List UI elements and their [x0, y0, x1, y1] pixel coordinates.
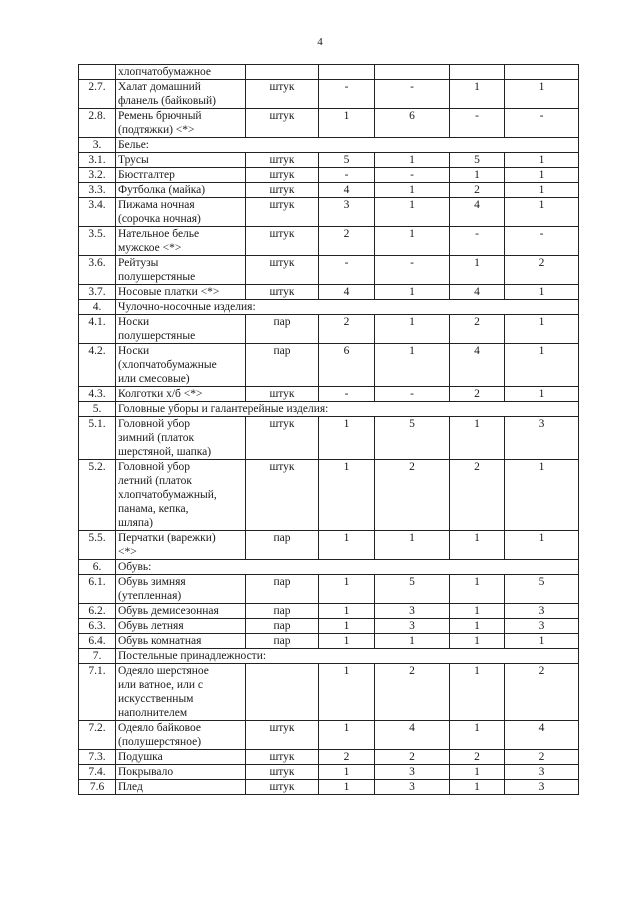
item-name: Обувь зимняя (утепленная) [116, 575, 246, 604]
value-col-4: 3 [505, 780, 579, 795]
page-number: 4 [317, 36, 323, 48]
value-col-4: 2 [505, 750, 579, 765]
item-name: Перчатки (варежки) <*> [116, 531, 246, 560]
item-unit: штук [246, 285, 319, 300]
item-name: Носки полушерстяные [116, 315, 246, 344]
value-col-1: 1 [319, 765, 375, 780]
value-col-2: 3 [375, 604, 450, 619]
value-col-4: 1 [505, 285, 579, 300]
value-col-4: 3 [505, 619, 579, 634]
value-col-3: 1 [450, 664, 505, 721]
item-name: Ремень брючный (подтяжки) <*> [116, 109, 246, 138]
value-col-4: 5 [505, 575, 579, 604]
value-col-4: 1 [505, 460, 579, 531]
value-col-3: 4 [450, 344, 505, 387]
item-name: Обувь комнатная [116, 634, 246, 649]
value-col-1: 1 [319, 575, 375, 604]
table-row [79, 227, 579, 256]
value-col-3: 1 [450, 80, 505, 109]
item-name: Носки (хлопчатобумажные или смесовые) [116, 344, 246, 387]
item-number: 4.2. [79, 344, 116, 387]
item-name: Нательное белье мужское <*> [116, 227, 246, 256]
value-col-2: 5 [375, 575, 450, 604]
value-col-2: 2 [375, 664, 450, 721]
table-row [79, 619, 579, 634]
value-col-3 [450, 65, 505, 80]
value-col-2: 5 [375, 417, 450, 460]
value-col-3: 2 [450, 183, 505, 198]
table-row [79, 721, 579, 750]
item-unit: штук [246, 183, 319, 198]
item-name: Обувь летняя [116, 619, 246, 634]
value-col-1: 1 [319, 417, 375, 460]
value-col-4: 1 [505, 344, 579, 387]
item-unit: пар [246, 344, 319, 387]
value-col-1: 1 [319, 109, 375, 138]
table-row [79, 780, 579, 795]
section-title: Чулочно-носочные изделия: [116, 300, 579, 315]
item-number: 7.3. [79, 750, 116, 765]
item-name: Трусы [116, 153, 246, 168]
item-number: 6.1. [79, 575, 116, 604]
item-unit: штук [246, 387, 319, 402]
table-row [79, 634, 579, 649]
table-row [79, 315, 579, 344]
section-row [79, 138, 579, 153]
item-number: 2.8. [79, 109, 116, 138]
item-name: Пижама ночная (сорочка ночная) [116, 198, 246, 227]
value-col-4: 1 [505, 315, 579, 344]
item-name: Футболка (майка) [116, 183, 246, 198]
item-number: 6.2. [79, 604, 116, 619]
value-col-2: 1 [375, 285, 450, 300]
value-col-2: - [375, 256, 450, 285]
table-row [79, 344, 579, 387]
section-row [79, 300, 579, 315]
section-row [79, 402, 579, 417]
item-name: Бюстгалтер [116, 168, 246, 183]
item-name: Головной убор летний (платок хлопчатобумажный, панама, кепка, шляпа) [116, 460, 246, 531]
item-unit: пар [246, 634, 319, 649]
item-number: 3.2. [79, 168, 116, 183]
section-number: 7. [79, 649, 116, 664]
table-row [79, 531, 579, 560]
value-col-1: 1 [319, 604, 375, 619]
value-col-1: 4 [319, 285, 375, 300]
table-row [79, 575, 579, 604]
item-name: хлопчатобумажное [116, 65, 246, 80]
value-col-4: 1 [505, 531, 579, 560]
section-row [79, 649, 579, 664]
item-name: Рейтузы полушерстяные [116, 256, 246, 285]
section-number: 3. [79, 138, 116, 153]
value-col-4: 3 [505, 765, 579, 780]
item-unit: штук [246, 153, 319, 168]
item-number: 3.5. [79, 227, 116, 256]
value-col-1: 3 [319, 198, 375, 227]
item-unit: штук [246, 80, 319, 109]
item-unit: штук [246, 417, 319, 460]
value-col-1 [319, 65, 375, 80]
value-col-3: 1 [450, 575, 505, 604]
value-col-2: 1 [375, 634, 450, 649]
value-col-4: 1 [505, 198, 579, 227]
table-row [79, 198, 579, 227]
value-col-3: 5 [450, 153, 505, 168]
item-name: Одеяло шерстяное или ватное, или с искусственным наполнителем [116, 664, 246, 721]
section-title: Головные уборы и галантерейные изделия: [116, 402, 579, 417]
value-col-2: 4 [375, 721, 450, 750]
item-unit: штук [246, 168, 319, 183]
value-col-2: - [375, 80, 450, 109]
table-row [79, 387, 579, 402]
item-unit: штук [246, 227, 319, 256]
item-unit [246, 664, 319, 721]
value-col-2: 1 [375, 183, 450, 198]
value-col-1: 1 [319, 460, 375, 531]
value-col-3: 1 [450, 531, 505, 560]
value-col-4: 2 [505, 256, 579, 285]
value-col-2: 1 [375, 227, 450, 256]
item-number: 6.4. [79, 634, 116, 649]
table-row [79, 285, 579, 300]
section-title: Обувь: [116, 560, 579, 575]
item-unit [246, 65, 319, 80]
value-col-1: 1 [319, 664, 375, 721]
section-title: Белье: [116, 138, 579, 153]
value-col-4: - [505, 109, 579, 138]
item-number: 4.1. [79, 315, 116, 344]
value-col-1: 1 [319, 780, 375, 795]
value-col-3: - [450, 109, 505, 138]
value-col-3: 1 [450, 256, 505, 285]
item-unit: штук [246, 721, 319, 750]
table-row [79, 664, 579, 721]
value-col-1: 2 [319, 750, 375, 765]
value-col-1: 2 [319, 227, 375, 256]
value-col-3: 1 [450, 604, 505, 619]
value-col-1: 6 [319, 344, 375, 387]
value-col-2: 2 [375, 750, 450, 765]
item-number: 6.3. [79, 619, 116, 634]
section-number: 5. [79, 402, 116, 417]
value-col-3: 2 [450, 750, 505, 765]
value-col-3: - [450, 227, 505, 256]
value-col-1: - [319, 168, 375, 183]
table-row [79, 460, 579, 531]
value-col-2: - [375, 168, 450, 183]
item-unit: пар [246, 315, 319, 344]
item-unit: штук [246, 109, 319, 138]
item-number: 7.6 [79, 780, 116, 795]
table-body [79, 65, 579, 795]
value-col-4: 1 [505, 634, 579, 649]
item-name: Плед [116, 780, 246, 795]
table-row [79, 417, 579, 460]
item-number: 5.2. [79, 460, 116, 531]
item-number: 4.3. [79, 387, 116, 402]
item-number [79, 65, 116, 80]
value-col-4: 2 [505, 664, 579, 721]
value-col-1: 5 [319, 153, 375, 168]
item-number: 5.1. [79, 417, 116, 460]
value-col-1: - [319, 256, 375, 285]
table-row [79, 153, 579, 168]
value-col-1: 1 [319, 531, 375, 560]
value-col-3: 2 [450, 315, 505, 344]
value-col-2: 1 [375, 153, 450, 168]
item-number: 3.3. [79, 183, 116, 198]
item-name: Носовые платки <*> [116, 285, 246, 300]
item-number: 3.1. [79, 153, 116, 168]
item-name: Обувь демисезонная [116, 604, 246, 619]
value-col-1: 4 [319, 183, 375, 198]
value-col-1: - [319, 387, 375, 402]
value-col-3: 4 [450, 198, 505, 227]
value-col-2: 3 [375, 765, 450, 780]
value-col-2: 1 [375, 198, 450, 227]
value-col-4: 1 [505, 80, 579, 109]
value-col-4: - [505, 227, 579, 256]
item-number: 7.4. [79, 765, 116, 780]
item-name: Халат домашний фланель (байковый) [116, 80, 246, 109]
section-title: Постельные принадлежности: [116, 649, 579, 664]
table-row [79, 168, 579, 183]
item-unit: пар [246, 604, 319, 619]
table-row [79, 80, 579, 109]
item-name: Подушка [116, 750, 246, 765]
value-col-2: 1 [375, 344, 450, 387]
section-number: 4. [79, 300, 116, 315]
value-col-4: 1 [505, 153, 579, 168]
value-col-4: 3 [505, 604, 579, 619]
value-col-2: 3 [375, 619, 450, 634]
item-number: 7.2. [79, 721, 116, 750]
item-number: 7.1. [79, 664, 116, 721]
value-col-4: 4 [505, 721, 579, 750]
section-row [79, 560, 579, 575]
table-row [79, 765, 579, 780]
item-name: Покрывало [116, 765, 246, 780]
value-col-2 [375, 65, 450, 80]
value-col-2: 6 [375, 109, 450, 138]
value-col-1: 1 [319, 634, 375, 649]
item-number: 2.7. [79, 80, 116, 109]
item-unit: штук [246, 780, 319, 795]
value-col-4 [505, 65, 579, 80]
value-col-2: 2 [375, 460, 450, 531]
value-col-1: 2 [319, 315, 375, 344]
value-col-3: 1 [450, 417, 505, 460]
value-col-3: 2 [450, 387, 505, 402]
value-col-3: 1 [450, 168, 505, 183]
value-col-3: 1 [450, 619, 505, 634]
value-col-1: 1 [319, 721, 375, 750]
item-unit: штук [246, 750, 319, 765]
item-unit: штук [246, 198, 319, 227]
item-unit: пар [246, 619, 319, 634]
value-col-3: 2 [450, 460, 505, 531]
item-unit: пар [246, 575, 319, 604]
item-number: 5.5. [79, 531, 116, 560]
value-col-3: 4 [450, 285, 505, 300]
item-name: Колготки х/б <*> [116, 387, 246, 402]
table-row [79, 750, 579, 765]
value-col-4: 1 [505, 168, 579, 183]
value-col-2: 3 [375, 780, 450, 795]
table-row [79, 604, 579, 619]
item-number: 3.7. [79, 285, 116, 300]
table-row [79, 65, 579, 80]
table-row [79, 109, 579, 138]
value-col-3: 1 [450, 721, 505, 750]
item-name: Одеяло байковое (полушерстяное) [116, 721, 246, 750]
value-col-1: 1 [319, 619, 375, 634]
section-number: 6. [79, 560, 116, 575]
value-col-4: 3 [505, 417, 579, 460]
item-number: 3.6. [79, 256, 116, 285]
value-col-2: 1 [375, 315, 450, 344]
clothing-norms-table [78, 64, 579, 795]
item-unit: штук [246, 765, 319, 780]
value-col-3: 1 [450, 765, 505, 780]
item-name: Головной убор зимний (платок шерстяной, шапка) [116, 417, 246, 460]
table-row [79, 183, 579, 198]
value-col-3: 1 [450, 634, 505, 649]
value-col-3: 1 [450, 780, 505, 795]
item-unit: штук [246, 256, 319, 285]
value-col-4: 1 [505, 387, 579, 402]
value-col-1: - [319, 80, 375, 109]
value-col-2: 1 [375, 531, 450, 560]
value-col-4: 1 [505, 183, 579, 198]
item-unit: пар [246, 531, 319, 560]
item-unit: штук [246, 460, 319, 531]
value-col-2: - [375, 387, 450, 402]
table-row [79, 256, 579, 285]
item-number: 3.4. [79, 198, 116, 227]
